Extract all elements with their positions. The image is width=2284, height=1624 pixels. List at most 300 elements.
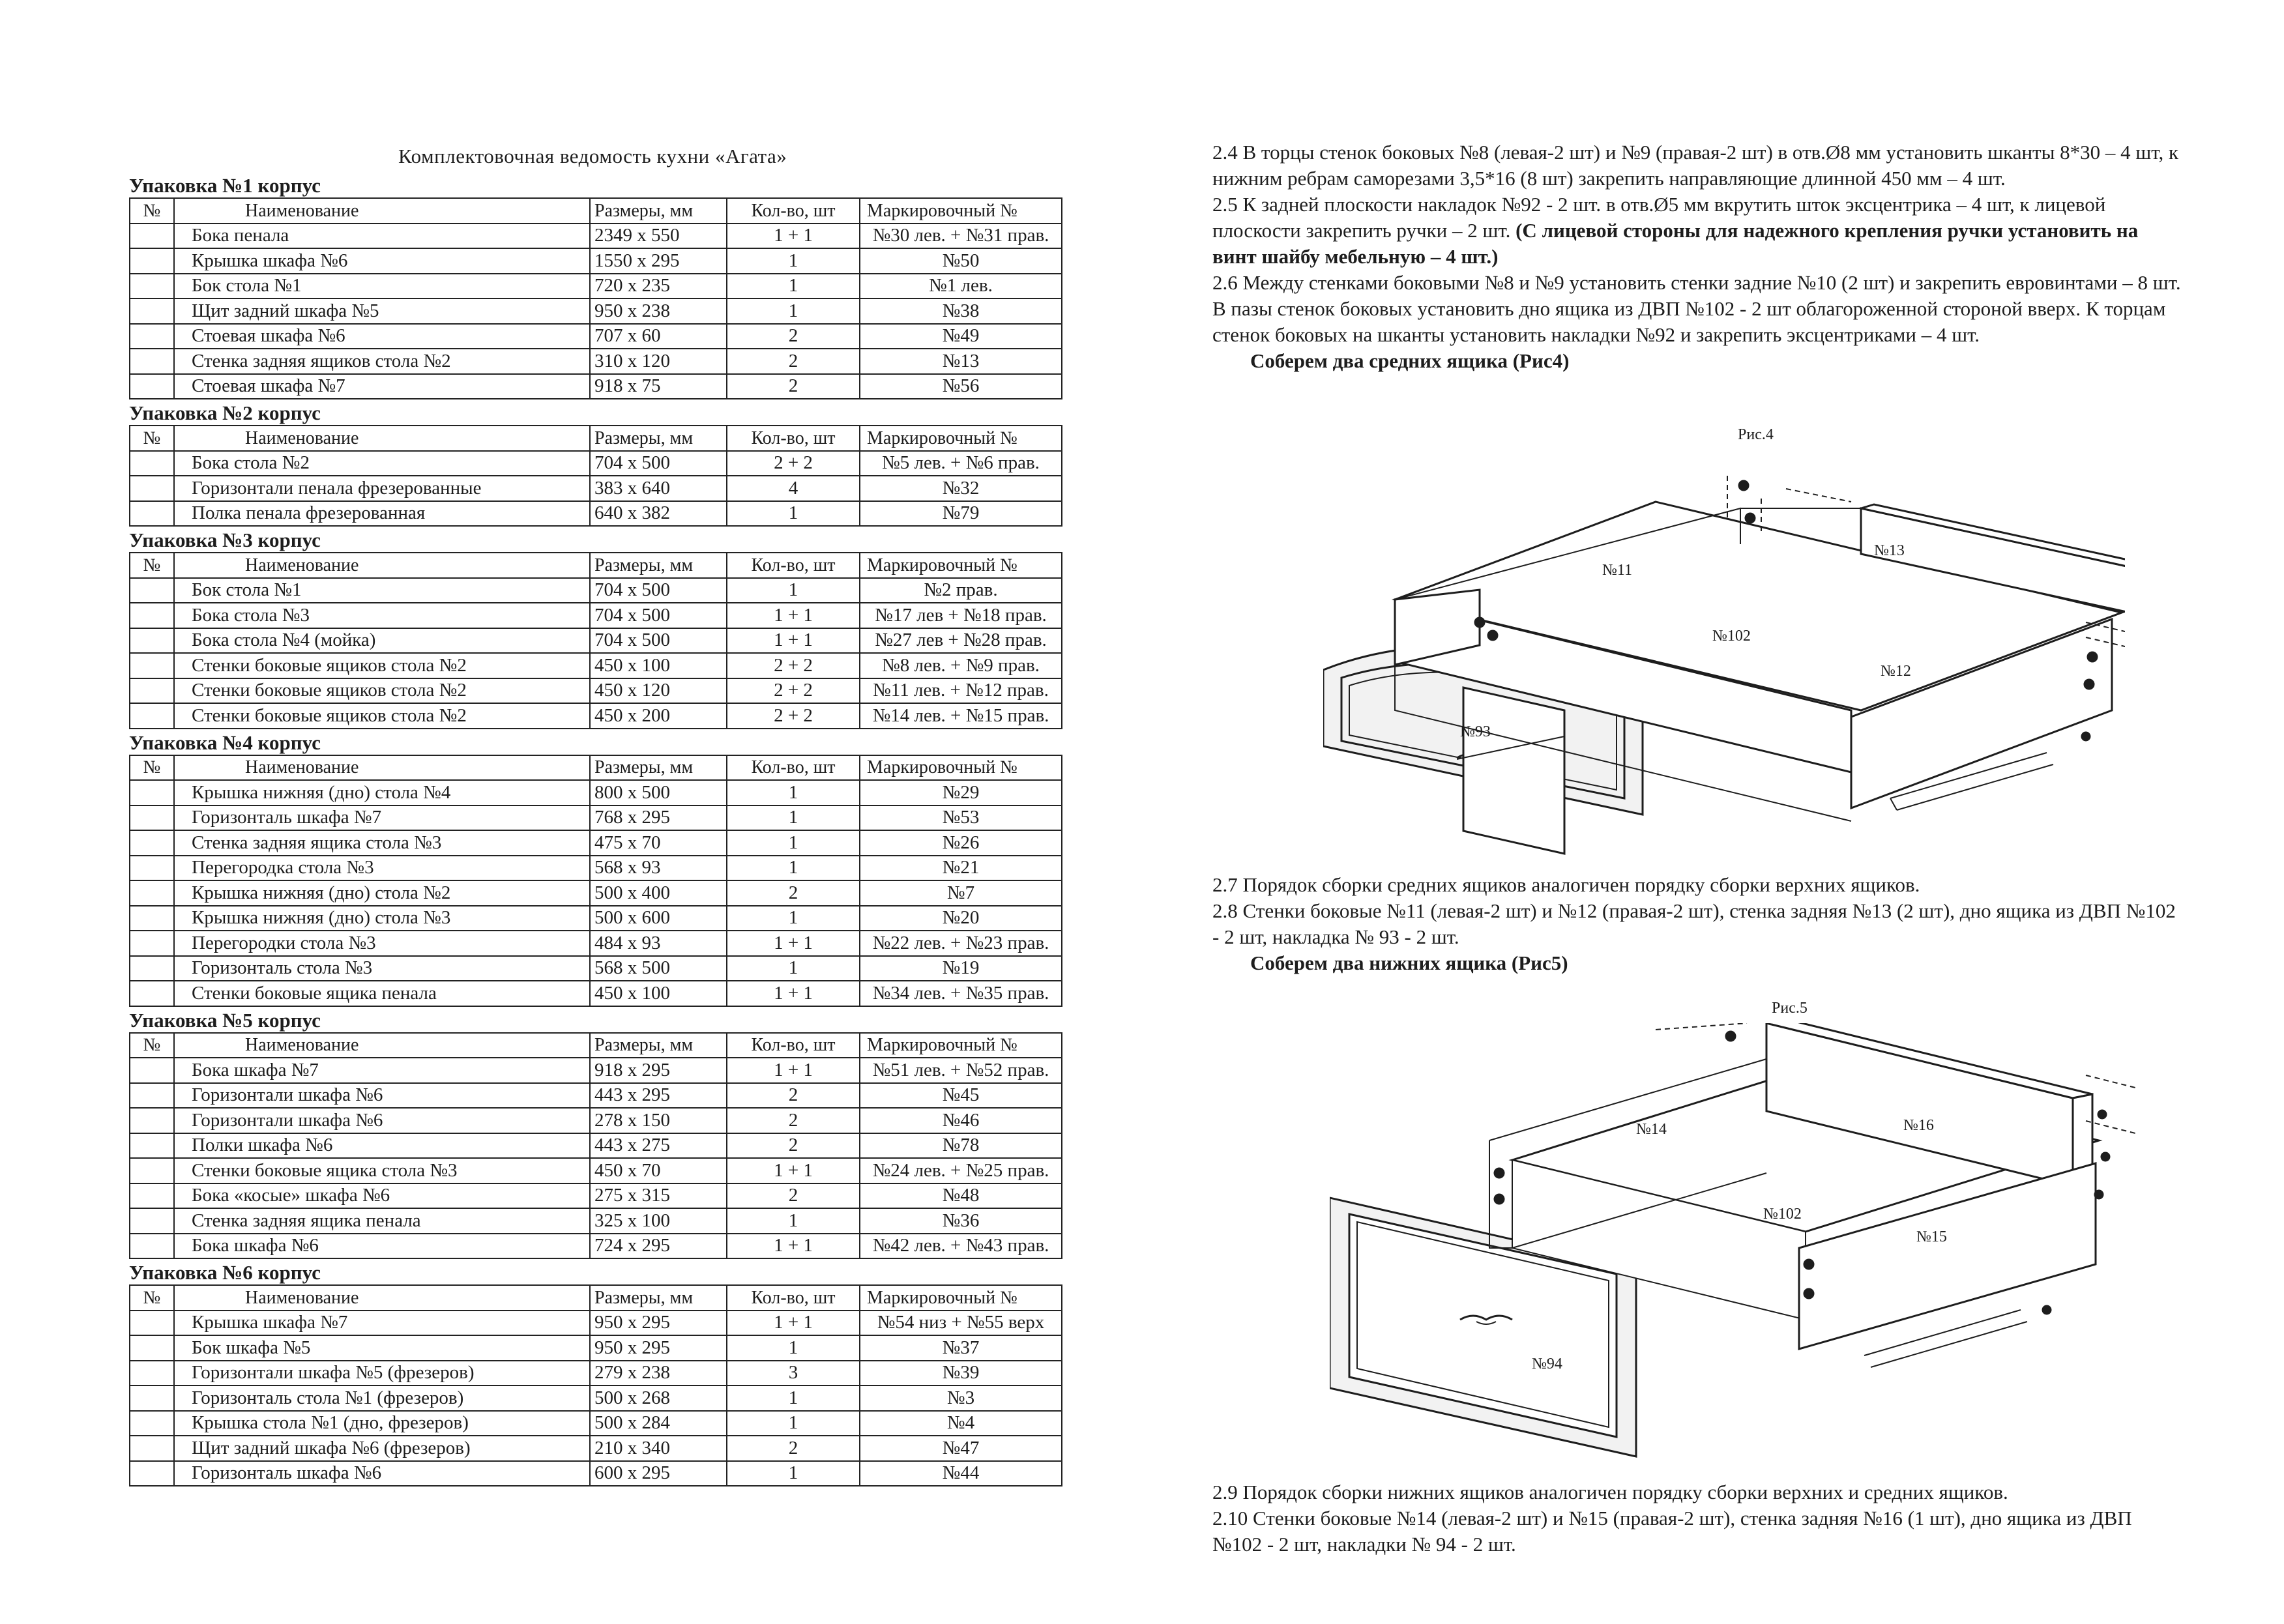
cell-no [130,1361,174,1386]
cell-name: Горизонтали шкафа №5 (фрезеров) [174,1361,590,1386]
table-row [130,830,1062,856]
column-header: Кол-во, шт [727,553,860,578]
cell-name: Крышка шкафа №7 [174,1311,590,1336]
cell-no [130,780,174,805]
column-header: Маркировочный № [860,1285,1062,1311]
table-row [130,1133,1062,1159]
cell-mark: №5 лев. + №6 прав. [860,451,1062,476]
cell-no [130,248,174,274]
column-header: Кол-во, шт [727,1285,860,1311]
package-heading: Упаковка №3 корпус [129,529,321,551]
cell-mark: №21 [860,856,1062,881]
cell-name: Стоевая шкафа №7 [174,374,590,399]
fig4-label-right: №12 [1881,663,1911,680]
step-2-7: 2.7 Порядок сборки средних ящиков аналогичен порядку сборки верхних ящиков. [1212,873,1920,896]
table-row [130,1311,1062,1336]
cell-mark: №53 [860,805,1062,831]
table-row [130,780,1062,805]
table-header-row [130,1285,1062,1311]
cell-no [130,1108,174,1133]
cell-name: Стенки боковые ящиков стола №2 [174,703,590,729]
cell-no [130,678,174,704]
column-header: Кол-во, шт [727,198,860,224]
cell-name: Стенка задняя ящика стола №3 [174,830,590,856]
cell-size: 768 х 295 [590,805,727,831]
cell-name: Щит задний шкафа №5 [174,298,590,324]
cell-name: Бока стола №4 (мойка) [174,628,590,654]
cell-size: 310 х 120 [590,349,727,374]
cell-size: 704 х 500 [590,451,727,476]
cell-no [130,805,174,831]
step-2-6: 2.6 Между стенками боковыми №8 и №9 установить стенки задние №10 (2 шт) и закрепить евровинтами – 8 шт. В пазы стенок боковых установить дно ящика из ДВП №102 - 2 шт облагороженной стороной вверх. К торцам стенок боковых на шканты установить накладки №92 и закрепить эксцентриками – 4 шт. [1212,271,2181,346]
cell-size: 383 х 640 [590,476,727,501]
cell-mark: №8 лев. + №9 прав. [860,653,1062,678]
cell-qty: 1 + 1 [727,1311,860,1336]
cell-size: 278 х 150 [590,1108,727,1133]
table-row [130,653,1062,678]
assembly-instructions-lower [1212,1479,2184,1558]
cell-no [130,1234,174,1259]
fig5-label-left: №14 [1636,1121,1667,1138]
cell-qty: 3 [727,1361,860,1386]
cell-qty: 2 [727,324,860,349]
cell-qty: 1 [727,956,860,981]
cell-qty: 2 + 2 [727,703,860,729]
cell-mark: №2 прав. [860,578,1062,603]
cell-qty: 1 + 1 [727,1158,860,1183]
table-row [130,274,1062,299]
package-table [129,755,1062,1007]
column-header: Размеры, мм [590,1033,727,1058]
cell-qty: 2 [727,1083,860,1109]
cell-no [130,703,174,729]
cell-mark: №46 [860,1108,1062,1133]
cell-mark: №34 лев. + №35 прав. [860,981,1062,1006]
table-header-row [130,553,1062,578]
table-row [130,451,1062,476]
cell-no [130,1083,174,1109]
cell-mark: №29 [860,780,1062,805]
cell-size: 2349 х 550 [590,224,727,249]
cell-mark: №48 [860,1183,1062,1209]
cell-size: 950 х 238 [590,298,727,324]
cell-no [130,906,174,931]
column-header: № [130,1033,174,1058]
table-header-row [130,198,1062,224]
cell-name: Полки шкафа №6 [174,1133,590,1159]
column-header: № [130,755,174,781]
cell-no [130,1133,174,1159]
step-2-5-note: (С лицевой стороны для надежного крепления ручки установить на винт шайбу мебельную – 4 шт.) [1212,219,2139,268]
cell-qty: 1 [727,274,860,299]
cell-name: Бока пенала [174,224,590,249]
cell-name: Горизонталь шкафа №7 [174,805,590,831]
cell-size: 450 х 70 [590,1158,727,1183]
fig4-label-bottom: №102 [1712,628,1751,645]
cell-qty: 1 + 1 [727,1058,860,1083]
cell-mark: №13 [860,349,1062,374]
table-row [130,880,1062,906]
cell-name: Стенки боковые ящиков стола №2 [174,653,590,678]
cell-name: Стенка задняя ящиков стола №2 [174,349,590,374]
cell-no [130,653,174,678]
table-row [130,1208,1062,1234]
cell-mark: №78 [860,1133,1062,1159]
table-row [130,374,1062,399]
step-2-10: 2.10 Стенки боковые №14 (левая-2 шт) и №15 (правая-2 шт), стенка задняя №16 (1 шт), дно ящика из ДВП №102 - 2 шт, накладки № 94 - 2 шт. [1212,1507,2132,1556]
cell-size: 600 х 295 [590,1461,727,1486]
column-header: Маркировочный № [860,553,1062,578]
cell-no [130,1058,174,1083]
cell-qty: 1 + 1 [727,224,860,249]
cell-no [130,374,174,399]
cell-name: Горизонталь стола №1 (фрезеров) [174,1385,590,1411]
cell-no [130,931,174,956]
package-heading: Упаковка №5 корпус [129,1008,321,1032]
cell-qty: 1 + 1 [727,981,860,1006]
table-row [130,1058,1062,1083]
table-row [130,298,1062,324]
cell-mark: №42 лев. + №43 прав. [860,1234,1062,1259]
cell-mark: №44 [860,1461,1062,1486]
cell-mark: №49 [860,324,1062,349]
cell-no [130,451,174,476]
cell-qty: 4 [727,476,860,501]
cell-qty: 1 [727,1208,860,1234]
cell-no [130,956,174,981]
step-2-5: 2.5 К задней плоскости накладок №92 - 2 шт. в отв.Ø5 мм вкрутить шток эксцентрика – 4 шт, к лицевой плоскости закрепить ручки – 2 шт. (С лицевой стороны для надежного крепления ручки установить на винт шайбу мебельную – 4 шт.) [1212,193,2139,268]
cell-qty: 2 [727,1183,860,1209]
cell-qty: 2 [727,1108,860,1133]
cell-mark: №27 лев + №28 прав. [860,628,1062,654]
package-table [129,197,1062,399]
cell-no [130,274,174,299]
cell-no [130,476,174,501]
column-header: Наименование [174,553,590,578]
column-header: Наименование [174,1033,590,1058]
table-row [130,805,1062,831]
cell-qty: 2 [727,880,860,906]
step-2-4: 2.4 В торцы стенок боковых №8 (левая-2 шт) и №9 (правая-2 шт) в отв.Ø8 мм установить шканты 8*30 – 4 шт, к нижним ребрам саморезами 3,5*16 (8 шт) закрепить направляющие длинной 450 мм – 4 шт. [1212,141,2179,190]
cell-mark: №51 лев. + №52 прав. [860,1058,1062,1083]
cell-size: 500 х 400 [590,880,727,906]
cell-size: 568 х 93 [590,856,727,881]
cell-qty: 2 + 2 [727,653,860,678]
table-row [130,1083,1062,1109]
cell-name: Стоевая шкафа №6 [174,324,590,349]
cell-no [130,578,174,603]
package-heading: Упаковка №1 корпус [129,174,321,197]
page-title: Комплектовочная ведомость кухни «Агата» [398,145,787,167]
package-table [129,552,1062,729]
cell-mark: №56 [860,374,1062,399]
column-header: Размеры, мм [590,1285,727,1311]
cell-size: 443 х 295 [590,1083,727,1109]
cell-name: Стенки боковые ящика стола №3 [174,1158,590,1183]
cell-size: 950 х 295 [590,1335,727,1361]
table-row [130,1411,1062,1436]
cell-qty: 2 + 2 [727,678,860,704]
cell-mark: №32 [860,476,1062,501]
table-header-row [130,426,1062,451]
cell-name: Бока шкафа №7 [174,1058,590,1083]
cell-mark: №14 лев. + №15 прав. [860,703,1062,729]
cell-size: 484 х 93 [590,931,727,956]
cell-name: Стенка задняя ящика пенала [174,1208,590,1234]
cell-size: 707 х 60 [590,324,727,349]
table-row [130,476,1062,501]
package-heading: Упаковка №2 корпус [129,401,321,424]
cell-no [130,981,174,1006]
cell-qty: 2 + 2 [727,451,860,476]
step-2-9: 2.9 Порядок сборки нижних ящиков аналогичен порядку сборки верхних и средних ящиков. [1212,1481,2008,1503]
cell-mark: №7 [860,880,1062,906]
cell-qty: 1 [727,1411,860,1436]
column-header: Маркировочный № [860,198,1062,224]
cell-qty: 1 [727,830,860,856]
cell-qty: 1 + 1 [727,931,860,956]
table-row [130,1335,1062,1361]
column-header: Маркировочный № [860,1033,1062,1058]
cell-qty: 1 [727,578,860,603]
package-table [129,425,1062,527]
cell-size: 950 х 295 [590,1311,727,1336]
cell-name: Перегородка стола №3 [174,856,590,881]
cell-no [130,298,174,324]
cell-mark: №4 [860,1411,1062,1436]
cell-name: Горизонтали пенала фрезерованные [174,476,590,501]
cell-name: Бока стола №3 [174,603,590,628]
cell-name: Щит задний шкафа №6 (фрезеров) [174,1436,590,1461]
cell-name: Стенки боковые ящиков стола №2 [174,678,590,704]
table-row [130,1158,1062,1183]
package-table [129,1032,1062,1260]
cell-name: Бока шкафа №6 [174,1234,590,1259]
cell-size: 704 х 500 [590,628,727,654]
cell-qty: 2 [727,1133,860,1159]
cell-size: 918 х 75 [590,374,727,399]
table-row [130,1461,1062,1486]
cell-no [130,1311,174,1336]
cell-size: 279 х 238 [590,1361,727,1386]
cell-size: 450 х 200 [590,703,727,729]
cell-size: 724 х 295 [590,1234,727,1259]
column-header: Наименование [174,1285,590,1311]
table-header-row [130,755,1062,781]
cell-qty: 1 [727,1461,860,1486]
column-header: Маркировочный № [860,755,1062,781]
cell-qty: 1 + 1 [727,1234,860,1259]
cell-mark: №22 лев. + №23 прав. [860,931,1062,956]
column-header: № [130,1285,174,1311]
cell-mark: №1 лев. [860,274,1062,299]
cell-qty: 1 [727,856,860,881]
cell-size: 1550 х 295 [590,248,727,274]
cell-mark: №50 [860,248,1062,274]
fig4-label-left: №11 [1602,562,1633,579]
figure-4-middle-drawer-diagram [1323,450,2125,873]
cell-mark: №79 [860,501,1062,527]
table-row [130,578,1062,603]
table-row [130,1108,1062,1133]
cell-mark: №30 лев. + №31 прав. [860,224,1062,249]
table-row [130,349,1062,374]
cell-size: 275 х 315 [590,1183,727,1209]
cell-size: 500 х 268 [590,1385,727,1411]
cell-mark: №54 низ + №55 верх [860,1311,1062,1336]
cell-name: Горизонтали шкафа №6 [174,1083,590,1109]
cell-name: Крышка шкафа №6 [174,248,590,274]
heading-middle-drawers: Соберем два средних ящика (Рис4) [1250,349,1570,372]
step-2-8: 2.8 Стенки боковые №11 (левая-2 шт) и №12 (правая-2 шт), стенка задняя №13 (2 шт), дно ящика из ДВП №102 - 2 шт, накладка № 93 - 2 шт. [1212,899,2176,948]
cell-no [130,880,174,906]
cell-qty: 1 [727,248,860,274]
cell-mark: №47 [860,1436,1062,1461]
table-row [130,248,1062,274]
cell-no [130,349,174,374]
cell-mark: №19 [860,956,1062,981]
table-row [130,1183,1062,1209]
cell-mark: №26 [860,830,1062,856]
cell-no [130,1411,174,1436]
packing-list [129,173,1062,1486]
cell-qty: 1 + 1 [727,628,860,654]
cell-name: Бок стола №1 [174,578,590,603]
cell-name: Горизонталь шкафа №6 [174,1461,590,1486]
cell-qty: 1 [727,1335,860,1361]
cell-no [130,1183,174,1209]
cell-size: 450 х 100 [590,981,727,1006]
cell-no [130,224,174,249]
table-row [130,1385,1062,1411]
table-row [130,603,1062,628]
table-row [130,628,1062,654]
table-row [130,224,1062,249]
cell-size: 918 х 295 [590,1058,727,1083]
cell-name: Стенки боковые ящика пенала [174,981,590,1006]
cell-name: Бок шкафа №5 [174,1335,590,1361]
cell-size: 325 х 100 [590,1208,727,1234]
column-header: Наименование [174,426,590,451]
cell-size: 450 х 120 [590,678,727,704]
column-header: Маркировочный № [860,426,1062,451]
cell-no [130,1158,174,1183]
cell-name: Крышка нижняя (дно) стола №4 [174,780,590,805]
table-row [130,956,1062,981]
cell-no [130,628,174,654]
fig4-label-back: №13 [1874,542,1905,559]
cell-no [130,1208,174,1234]
cell-name: Крышка нижняя (дно) стола №3 [174,906,590,931]
fig4-label-front: №93 [1460,723,1491,740]
cell-mark: №17 лев + №18 прав. [860,603,1062,628]
cell-name: Бока «косые» шкафа №6 [174,1183,590,1209]
assembly-instructions-middle [1212,872,2184,976]
fig5-label-bottom: №102 [1763,1206,1802,1223]
cell-name: Горизонтали шкафа №6 [174,1108,590,1133]
cell-qty: 2 [727,374,860,399]
column-header: Размеры, мм [590,553,727,578]
cell-no [130,1385,174,1411]
table-row [130,324,1062,349]
cell-mark: №37 [860,1335,1062,1361]
column-header: Кол-во, шт [727,426,860,451]
cell-qty: 1 [727,1385,860,1411]
cell-mark: №3 [860,1385,1062,1411]
cell-mark: №38 [860,298,1062,324]
cell-name: Бок стола №1 [174,274,590,299]
cell-no [130,324,174,349]
cell-name: Крышка нижняя (дно) стола №2 [174,880,590,906]
fig5-label-right: №15 [1916,1228,1947,1245]
cell-size: 450 х 100 [590,653,727,678]
cell-no [130,1461,174,1486]
cell-size: 500 х 284 [590,1411,727,1436]
cell-size: 210 х 340 [590,1436,727,1461]
cell-no [130,1335,174,1361]
cell-name: Крышка стола №1 (дно, фрезеров) [174,1411,590,1436]
table-row [130,1234,1062,1259]
table-row [130,1436,1062,1461]
cell-size: 704 х 500 [590,578,727,603]
table-row [130,678,1062,704]
cell-no [130,830,174,856]
cell-qty: 2 [727,349,860,374]
package-heading: Упаковка №6 корпус [129,1261,321,1284]
cell-qty: 1 [727,501,860,527]
cell-qty: 1 + 1 [727,603,860,628]
column-header: Наименование [174,755,590,781]
column-header: Размеры, мм [590,755,727,781]
table-row [130,981,1062,1006]
cell-size: 443 х 275 [590,1133,727,1159]
cell-no [130,1436,174,1461]
table-row [130,501,1062,527]
figure-4-caption: Рис.4 [1738,426,1774,443]
cell-mark: №36 [860,1208,1062,1234]
cell-name: Перегородки стола №3 [174,931,590,956]
column-header: Кол-во, шт [727,1033,860,1058]
cell-mark: №11 лев. + №12 прав. [860,678,1062,704]
table-row [130,1361,1062,1386]
cell-size: 720 х 235 [590,274,727,299]
package-table [129,1284,1062,1486]
cell-name: Полка пенала фрезерованная [174,501,590,527]
column-header: Наименование [174,198,590,224]
column-header: Кол-во, шт [727,755,860,781]
table-row [130,703,1062,729]
assembly-instructions [1212,139,2184,374]
cell-no [130,856,174,881]
figure-5-caption: Рис.5 [1772,1000,1808,1017]
cell-qty: 2 [727,1436,860,1461]
heading-lower-drawers: Соберем два нижних ящика (Рис5) [1250,951,1568,974]
cell-no [130,603,174,628]
cell-size: 475 х 70 [590,830,727,856]
cell-no [130,501,174,527]
column-header: № [130,198,174,224]
cell-size: 568 х 500 [590,956,727,981]
fig5-label-back: №16 [1903,1117,1934,1134]
cell-size: 500 х 600 [590,906,727,931]
cell-qty: 1 [727,780,860,805]
column-header: № [130,553,174,578]
table-row [130,931,1062,956]
package-heading: Упаковка №4 корпус [129,731,321,754]
column-header: Размеры, мм [590,426,727,451]
cell-qty: 1 [727,805,860,831]
cell-mark: №24 лев. + №25 прав. [860,1158,1062,1183]
